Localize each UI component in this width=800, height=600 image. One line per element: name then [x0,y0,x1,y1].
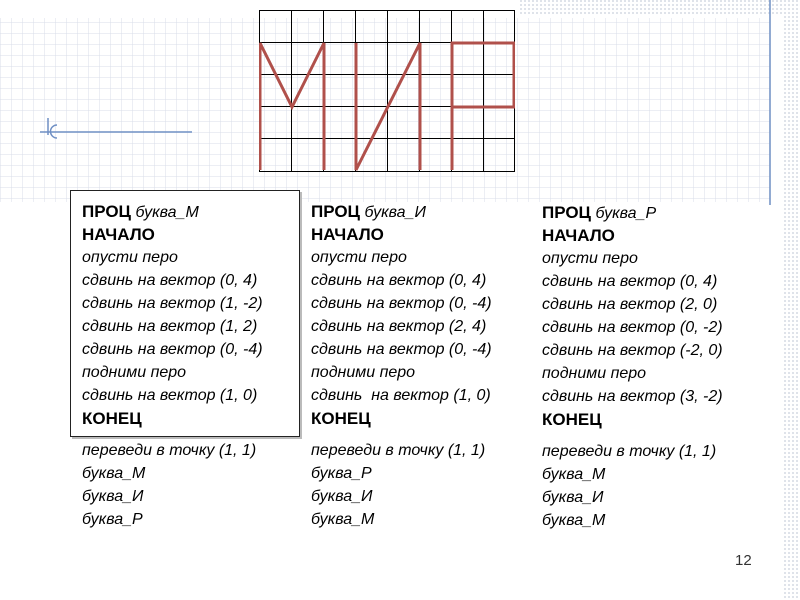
begin-keyword: НАЧАЛО [311,225,384,244]
command-line: сдвинь на вектор (3, -2) [542,388,723,405]
command-line: сдвинь на вектор (0, 4) [542,273,718,290]
procedure-column-i [311,200,492,531]
command-line: сдвинь на вектор (1, 0) [311,387,491,404]
program-line: буква_М [82,465,146,482]
command-line: сдвинь на вектор (0, -2) [542,319,723,336]
procedure-header: ПРОЦ буква_И [311,202,426,221]
procedure-column-m [82,200,263,531]
program-line: буква_Р [311,465,372,482]
program-line: буква_И [82,488,144,505]
command-line: сдвинь на вектор (1, 0) [82,387,258,404]
end-keyword: КОНЕЦ [311,409,371,428]
program-line: переведи в точку (1, 1) [311,442,486,459]
command-line: опусти перо [542,250,638,267]
command-line: опусти перо [311,249,407,266]
command-line: опусти перо [82,249,178,266]
command-line: сдвинь на вектор (2, 4) [311,318,487,335]
program-line: буква_М [311,511,375,528]
procedure-column-r [542,201,723,532]
program-line: буква_М [542,466,606,483]
command-line: сдвинь на вектор (0, -4) [311,341,492,358]
program-line: буква_М [542,512,606,529]
procedure-header: ПРОЦ буква_М [82,202,199,221]
program-line: переведи в точку (1, 1) [82,442,257,459]
program-line: переведи в точку (1, 1) [542,443,717,460]
program-line: буква_И [311,488,373,505]
program-line: буква_И [542,489,604,506]
command-line: подними перо [542,365,647,382]
command-line: сдвинь на вектор (0, 4) [311,272,487,289]
end-keyword: КОНЕЦ [542,410,602,429]
end-keyword: КОНЕЦ [82,409,142,428]
command-line: подними перо [311,364,416,381]
command-line: сдвинь на вектор (0, -4) [82,341,263,358]
program-line: буква_Р [82,511,143,528]
page-number: 12 [735,552,752,569]
grid-lines [259,10,515,172]
command-line: сдвинь на вектор (2, 0) [542,296,718,313]
command-line: сдвинь на вектор (1, 2) [82,318,258,335]
command-line: сдвинь на вектор (0, -4) [311,295,492,312]
begin-keyword: НАЧАЛО [82,225,155,244]
begin-keyword: НАЧАЛО [542,226,615,245]
command-line: сдвинь на вектор (-2, 0) [542,342,723,359]
procedure-header: ПРОЦ буква_Р [542,203,657,222]
command-line: подними перо [82,364,187,381]
command-line: сдвинь на вектор (1, -2) [82,295,263,312]
command-line: сдвинь на вектор (0, 4) [82,272,258,289]
letters-grid [259,10,515,172]
